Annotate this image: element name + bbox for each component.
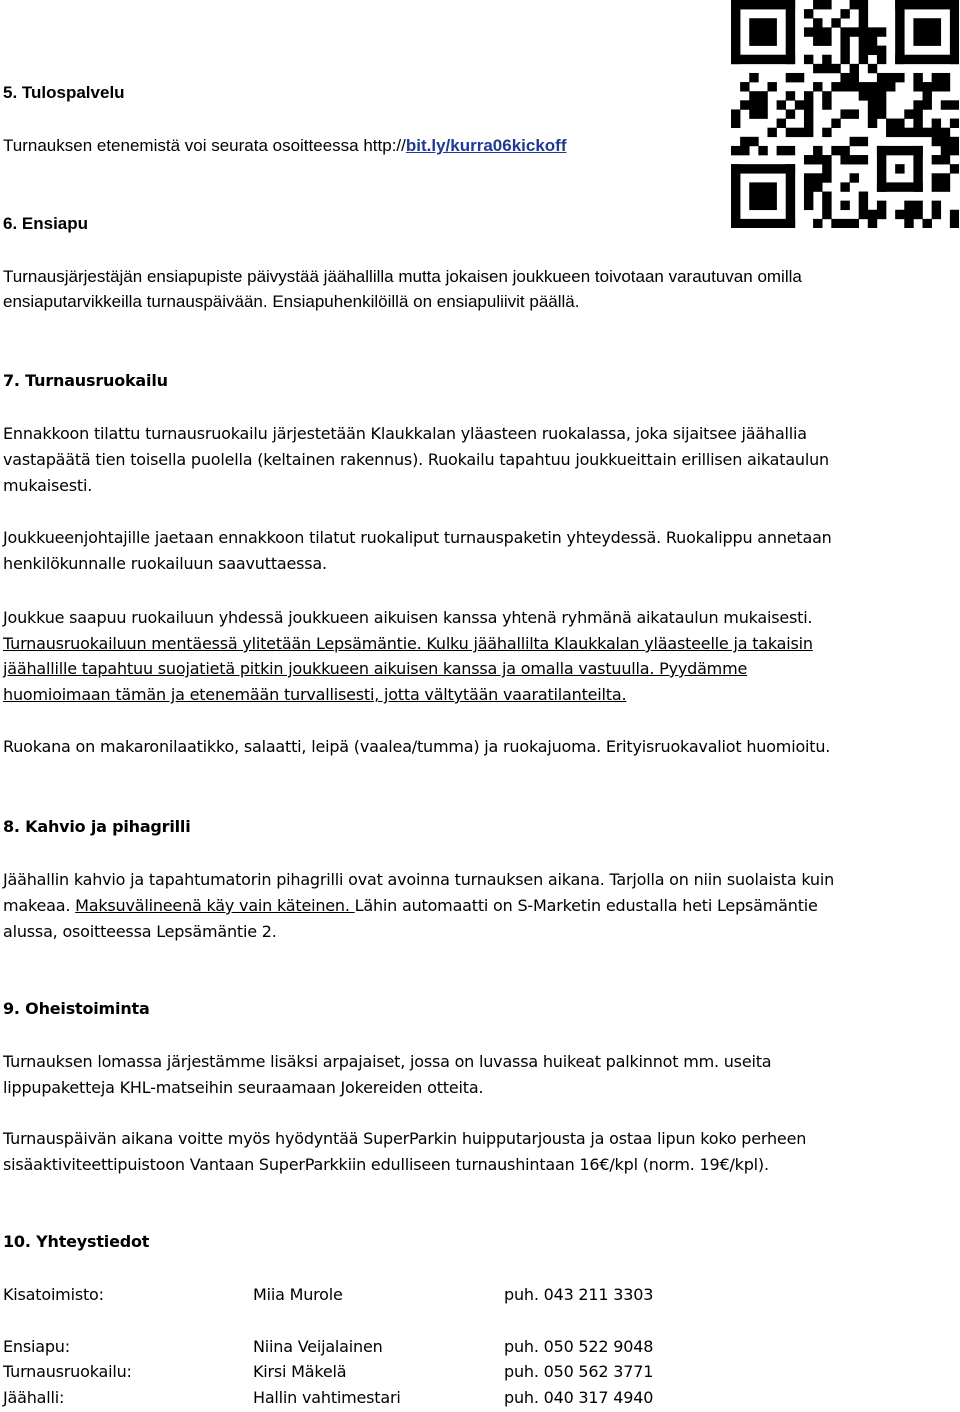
contact-role: Turnausruokailu:: [3, 1362, 132, 1381]
section-6-line-1: Turnausjärjestäjän ensiapupiste päivystää jäähallilla mutta jokaisen joukkueen toivotaan varautuvan omilla: [3, 267, 802, 286]
section-7-p3-line-1: Joukkue saapuu ruokailuun yhdessä joukkueen aikuisen kanssa yhtenä ryhmänä aikataulun mukaisesti.: [3, 608, 813, 627]
contact-phone: puh. 050 522 9048: [504, 1337, 654, 1356]
contact-name: Kirsi Mäkelä: [253, 1362, 347, 1381]
section-7-p1-line-1: Ennakkoon tilattu turnausruokailu järjestetään Klaukkalan yläasteen ruokalassa, joka sijaitsee jäähallia: [3, 424, 807, 443]
section-7-p4: Ruokana on makaronilaatikko, salaatti, leipä (vaalea/tumma) ja ruokajuoma. Erityisruokavaliot huomioitu.: [3, 737, 831, 756]
section-8-line-2-a: makeaa.: [3, 896, 76, 915]
section-7-p2-line-1: Joukkueenjohtajille jaetaan ennakkoon tilatut ruokaliput turnauspaketin yhteydessä. Ruokalippu annetaan: [3, 528, 832, 547]
section-7-p1-line-2: vastapäätä tien toisella puolella (keltainen rakennus). Ruokailu tapahtuu joukkueittain erillisen aikataulun: [3, 450, 830, 469]
section-9-p1-line-2: lippupaketteja KHL-matseihin seuraamaan Jokereiden otteita.: [3, 1078, 484, 1097]
results-link[interactable]: bit.ly/kurra06kickoff: [405, 136, 567, 155]
section-7-p1-line-3: mukaisesti.: [3, 476, 93, 495]
section-9-p1-line-1: Turnauksen lomassa järjestämme lisäksi arpajaiset, jossa on luvassa huikeat palkinnot mm. useita: [3, 1052, 772, 1071]
section-8-line-3: alussa, osoitteessa Lepsämäntie 2.: [3, 922, 277, 941]
section-6-heading: 6. Ensiapu: [3, 214, 89, 233]
section-7-heading: 7. Turnausruokailu: [3, 371, 168, 390]
section-7-p3-line-3: jäähallille tapahtuu suojatietä pitkin joukkueen aikuisen kanssa ja omalla vastuulla. Pyydämme: [3, 659, 748, 678]
contact-name: Niina Veijalainen: [253, 1337, 383, 1356]
section-9-p2-line-2: sisäaktiviteettipuistoon Vantaan SuperParkkiin edulliseen turnaushintaan 16€/kpl (norm. 19€/kpl).: [3, 1155, 769, 1174]
section-8-line-2-b: Lähin automaatti on S-Marketin edustalla heti Lepsämäntie: [354, 896, 818, 915]
contact-phone: puh. 050 562 3771: [504, 1362, 654, 1381]
contact-phone: puh. 043 211 3303: [504, 1285, 654, 1304]
section-7-p3-line-2: Turnausruokailuun mentäessä ylitetään Lepsämäntie. Kulku jäähallilta Klaukkalan yläasteelle ja takaisin: [3, 634, 813, 653]
section-5-text: [3, 136, 567, 156]
payment-note: Maksuvälineenä käy vain käteinen.: [75, 896, 355, 915]
section-8-line-2: [3, 896, 818, 915]
qr-code-image: [731, 0, 959, 228]
section-6-line-2: ensiaputarvikkeilla turnauspäivään. Ensiapuhenkilöillä on ensiapuliivit päällä.: [3, 292, 580, 311]
section-8-line-1: Jäähallin kahvio ja tapahtumatorin pihagrilli ovat avoinna turnauksen aikana. Tarjolla on niin suolaista kuin: [3, 870, 835, 889]
section-5-text-prefix: Turnauksen etenemistä voi seurata osoitteessa http://: [3, 136, 406, 155]
section-9-heading: 9. Oheistoiminta: [3, 999, 150, 1018]
section-10-heading: 10. Yhteystiedot: [3, 1232, 150, 1251]
contact-role: Jäähalli:: [3, 1388, 65, 1407]
section-7-p2-line-2: henkilökunnalle ruokailuun saavuttaessa.: [3, 554, 327, 573]
section-7-p3-line-4: huomioimaan tämän ja etenemään turvallisesti, jotta vältytään vaaratilanteilta.: [3, 685, 627, 704]
contact-name: Miia Murole: [253, 1285, 343, 1304]
section-5-heading: 5. Tulospalvelu: [3, 83, 125, 102]
contact-name: Hallin vahtimestari: [253, 1388, 401, 1407]
section-9-p2-line-1: Turnauspäivän aikana voitte myös hyödyntää SuperParkin huipputarjousta ja ostaa lipun koko perheen: [3, 1129, 807, 1148]
section-8-heading: 8. Kahvio ja pihagrilli: [3, 817, 191, 836]
contact-phone: puh. 040 317 4940: [504, 1388, 654, 1407]
contact-role: Ensiapu:: [3, 1337, 70, 1356]
contact-role: Kisatoimisto:: [3, 1285, 104, 1304]
